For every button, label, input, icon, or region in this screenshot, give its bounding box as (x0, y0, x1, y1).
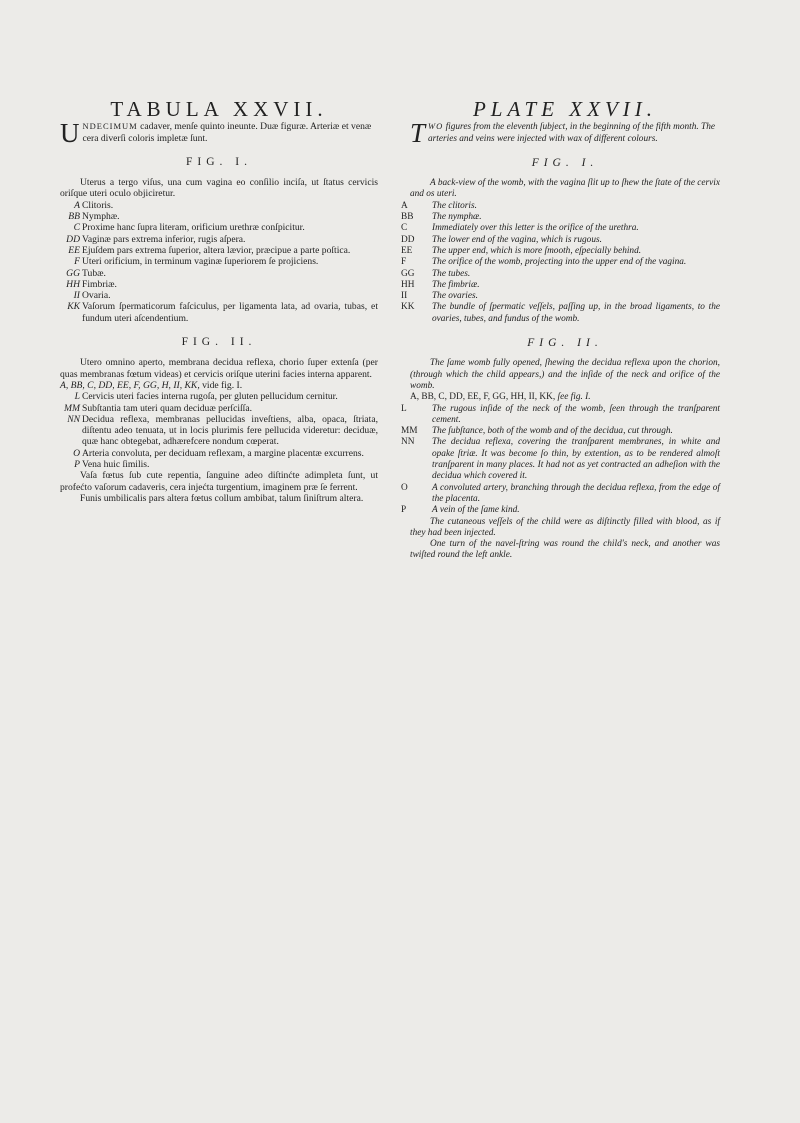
english-intro-caps: WO (428, 121, 444, 132)
legend-label: GG (66, 267, 80, 279)
legend-label: P (74, 459, 80, 471)
latin-fig1-legend (60, 200, 378, 324)
legend-label: KK (401, 302, 415, 313)
legend-label: II (401, 291, 408, 302)
english-fig2-legend (401, 392, 720, 516)
english-fig1-paragraph: A back-view of the womb, with the vagina ſlit up to ſhew the ſtate of the cervix and os uteri. (410, 178, 720, 200)
english-fig2-paragraph: The ſame womb fully opened, ſhewing the decidua reflexa upon the chorion, (through which the child appears,) and the inſide of the neck and orifice of the womb. (410, 358, 720, 391)
legend-label: NN (67, 413, 80, 425)
legend-label: EE (401, 245, 413, 256)
english-fig2-heading: FIG. II. (527, 337, 603, 350)
legend-label: C (73, 222, 80, 234)
latin-fig2-legend-item (60, 379, 378, 391)
legend-label: KK (67, 301, 80, 313)
legend-text: The nymphæ. (432, 212, 482, 223)
legend-text: Subſtantia tam uteri quam deciduæ perſciſſa. (82, 402, 252, 414)
english-fig1-legend-item (401, 291, 720, 302)
legend-text: The decidua reflexa, covering the tranſparent membranes, in white and opake ſtriæ. It was become ſo thin, by extention, as to be rendered almoſt tranſparent in many places. It had not as yet contracted an adheſion with the decidua which covered it. (432, 437, 720, 482)
legend-label: O (73, 447, 80, 459)
english-fig2-legend-item (401, 505, 720, 516)
english-fig1-legend-item (401, 268, 720, 280)
latin-intro (60, 118, 378, 149)
legend-text: Nymphæ. (82, 211, 120, 223)
latin-fig2-note-2: Funis umbilicalis pars altera fœtus collum ambibat, talum ſiniſtrum altera. (80, 492, 364, 504)
legend-text: Fimbriæ. (82, 278, 117, 290)
english-fig2-note-2: One turn of the navel-ſtring was round the child's neck, and another was twiſted round the left ankle. (410, 539, 720, 561)
english-fig1-legend-item (401, 234, 720, 246)
legend-text: Ovaria. (82, 290, 111, 302)
latin-fig1-legend-item (60, 211, 378, 222)
legend-label: P (401, 505, 407, 516)
legend-text: Arteria convoluta, per deciduam reflexam, a margine placentæ excurrens. (82, 447, 364, 459)
latin-fig1-legend-item (60, 222, 378, 233)
legend-label: F (74, 256, 80, 268)
legend-label: A (401, 200, 408, 211)
legend-text: Immediately over this letter is the orifice of the urethra. (432, 223, 639, 234)
latin-fig2-paragraph: Utero omnino aperto, membrana decidua reflexa, chorio ſuper extenſa (per quas membranas fœtum videas) et cervicis oriſque uterini facies interna apparent. (60, 357, 378, 380)
legend-label: MM (401, 426, 418, 437)
english-fig1-heading: FIG. I. (531, 156, 599, 169)
legend-text: The clitoris. (432, 200, 477, 211)
legend-text: Vena huic ſimilis. (82, 459, 150, 471)
english-fig1-legend-item (401, 245, 720, 257)
latin-fig1-legend-item (60, 234, 378, 245)
legend-text: ſee fig. I. (555, 392, 591, 403)
legend-label: II (73, 290, 80, 302)
english-fig2-note-1: The cutaneous veſſels of the child were as diſtinctly filled with blood, as if they had been injected. (410, 516, 720, 538)
latin-fig2-note-1: Vaſa fœtus ſub cute repentia, ſanguine adeo diſtinćte adimpleta ſunt, ut profećto vaſorum cadaveris, cera injećta turgentium, imaginem præ ſe ferrent. (60, 470, 378, 493)
latin-fig1-legend-item (60, 200, 378, 211)
legend-label: L (74, 391, 80, 403)
latin-fig1-heading: FIG. I. (186, 155, 252, 168)
english-intro (410, 118, 720, 149)
legend-text: The tubes. (432, 268, 471, 279)
legend-label: O (401, 482, 408, 493)
latin-title: TABULA XXVII. (110, 97, 328, 121)
english-fig1-legend-item (401, 212, 720, 223)
legend-text: Ejuſdem pars extrema ſuperior, altera lævior, præcipue a parte poſtica. (82, 244, 351, 256)
latin-fig2-heading: FIG. II. (181, 336, 257, 349)
legend-text: The ſubſtance, both of the womb and of the decidua, cut through. (432, 426, 673, 437)
legend-label: F (401, 257, 407, 268)
legend-text: The orifice of the womb, projecting into the upper end of the vagina. (432, 257, 687, 268)
latin-fig1-paragraph: Uterus a tergo viſus, una cum vagina eo conſilio inciſa, ut ſtatus cervicis oriſque uteri oculo objiciretur. (60, 177, 378, 200)
english-fig1-legend-item (401, 302, 720, 325)
latin-fig1-legend-item (60, 301, 378, 324)
legend-text: A vein of the ſame kind. (432, 505, 520, 516)
legend-label: DD (401, 234, 415, 245)
legend-text: Vaginæ pars extrema inferior, rugis aſpera. (82, 233, 246, 245)
latin-fig2-legend-item (60, 391, 378, 402)
legend-label: L (401, 403, 407, 414)
legend-text: The rugous inſide of the neck of the womb, ſeen through the tranſparent cement. (432, 403, 720, 425)
english-dropcap: T (410, 118, 426, 149)
english-fig1-legend-item (401, 279, 720, 291)
latin-fig1-legend-item (60, 268, 378, 279)
legend-label: C (401, 223, 408, 234)
legend-text: vide fig. I. (199, 379, 243, 391)
legend-text: The ovaries. (432, 291, 478, 302)
latin-fig2-legend-item (60, 459, 378, 470)
english-column (401, 97, 720, 562)
english-fig2-legend-item (401, 482, 720, 506)
english-title: PLATE XXVII. (472, 97, 658, 121)
latin-intro-text: cadaver, menſe quinto ineunte. Duæ figuræ. Arteriæ et venæ cera diverſi coloris impletæ ſunt. (82, 121, 372, 144)
legend-text: Clitoris. (82, 199, 114, 211)
legend-label: A, BB, C, DD, EE, F, GG, HH, II, KK, (410, 392, 556, 403)
legend-text: Vaſorum ſpermaticorum faſciculus, per ligamenta lata, ad ovaria, tubas, et fundum uteri aſcendentium. (82, 301, 378, 324)
latin-fig1-legend-item (60, 279, 378, 290)
english-fig2-legend-item (401, 403, 720, 427)
english-intro-text: figures from the eleventh ſubject, in the beginning of the fifth month. The arteries and veins were injected with wax of different colours. (428, 122, 715, 144)
legend-text: The upper end, which is more ſmooth, eſpecially behind. (432, 245, 642, 256)
legend-label: A, BB, C, DD, EE, F, GG, H, II, KK, (60, 379, 200, 391)
latin-fig1-legend-item (60, 245, 378, 256)
legend-label: EE (68, 244, 80, 256)
english-fig2-legend-item (401, 426, 720, 437)
latin-fig2-legend-item (60, 448, 378, 459)
legend-label: A (74, 199, 80, 211)
legend-text: Uteri orificium, in terminum vaginæ ſuperiorem ſe projiciens. (82, 256, 319, 268)
legend-text: Tubæ. (82, 267, 106, 279)
legend-label: DD (66, 233, 80, 245)
english-fig2-legend-item (401, 437, 720, 482)
english-fig1-legend-item (401, 200, 720, 212)
legend-label: MM (64, 402, 80, 414)
latin-fig2-legend (60, 380, 378, 470)
legend-label: BB (401, 212, 414, 223)
legend-text: The fimbriæ. (432, 279, 480, 290)
latin-intro-caps: NDECIMUM (82, 121, 138, 132)
legend-text: The bundle of ſpermatic veſſels, paſſing up, in the broad ligaments, to the ovaries, tubes, and fundus of the womb. (432, 302, 720, 324)
legend-text: Decidua reflexa, membranas pellucidas inveſtiens, alba, opaca, ſtriata, diſtentu adeo tenuata, ut in locis plurimis fere pellucida videretur: deciduæ, quæ hanc obtegebat, adhærefcere nondum cœperat. (82, 413, 378, 448)
english-fig1-legend-item (401, 223, 720, 234)
latin-column (60, 97, 378, 504)
legend-text: The lower end of the vagina, which is rugous. (432, 234, 602, 245)
latin-dropcap: U (60, 118, 80, 149)
latin-fig2-legend-item (60, 403, 378, 414)
legend-text: Proxime hanc ſupra literam, orificium urethræ conſpicitur. (82, 222, 305, 234)
latin-fig1-legend-item (60, 256, 378, 267)
legend-label: HH (66, 278, 80, 290)
legend-label: NN (401, 437, 415, 448)
english-fig1-legend (401, 200, 720, 325)
legend-text: A convoluted artery, branching through the decidua reflexa, from the edge of the placenta. (432, 482, 720, 504)
legend-label: GG (401, 268, 415, 279)
english-fig2-legend-item (410, 392, 720, 403)
latin-fig1-legend-item (60, 290, 378, 301)
legend-label: HH (401, 279, 415, 290)
legend-label: BB (68, 211, 80, 223)
latin-fig2-legend-item (60, 414, 378, 448)
legend-text: Cervicis uteri facies interna rugoſa, per gluten pellucidum cernitur. (82, 391, 338, 403)
english-fig1-legend-item (401, 257, 720, 268)
